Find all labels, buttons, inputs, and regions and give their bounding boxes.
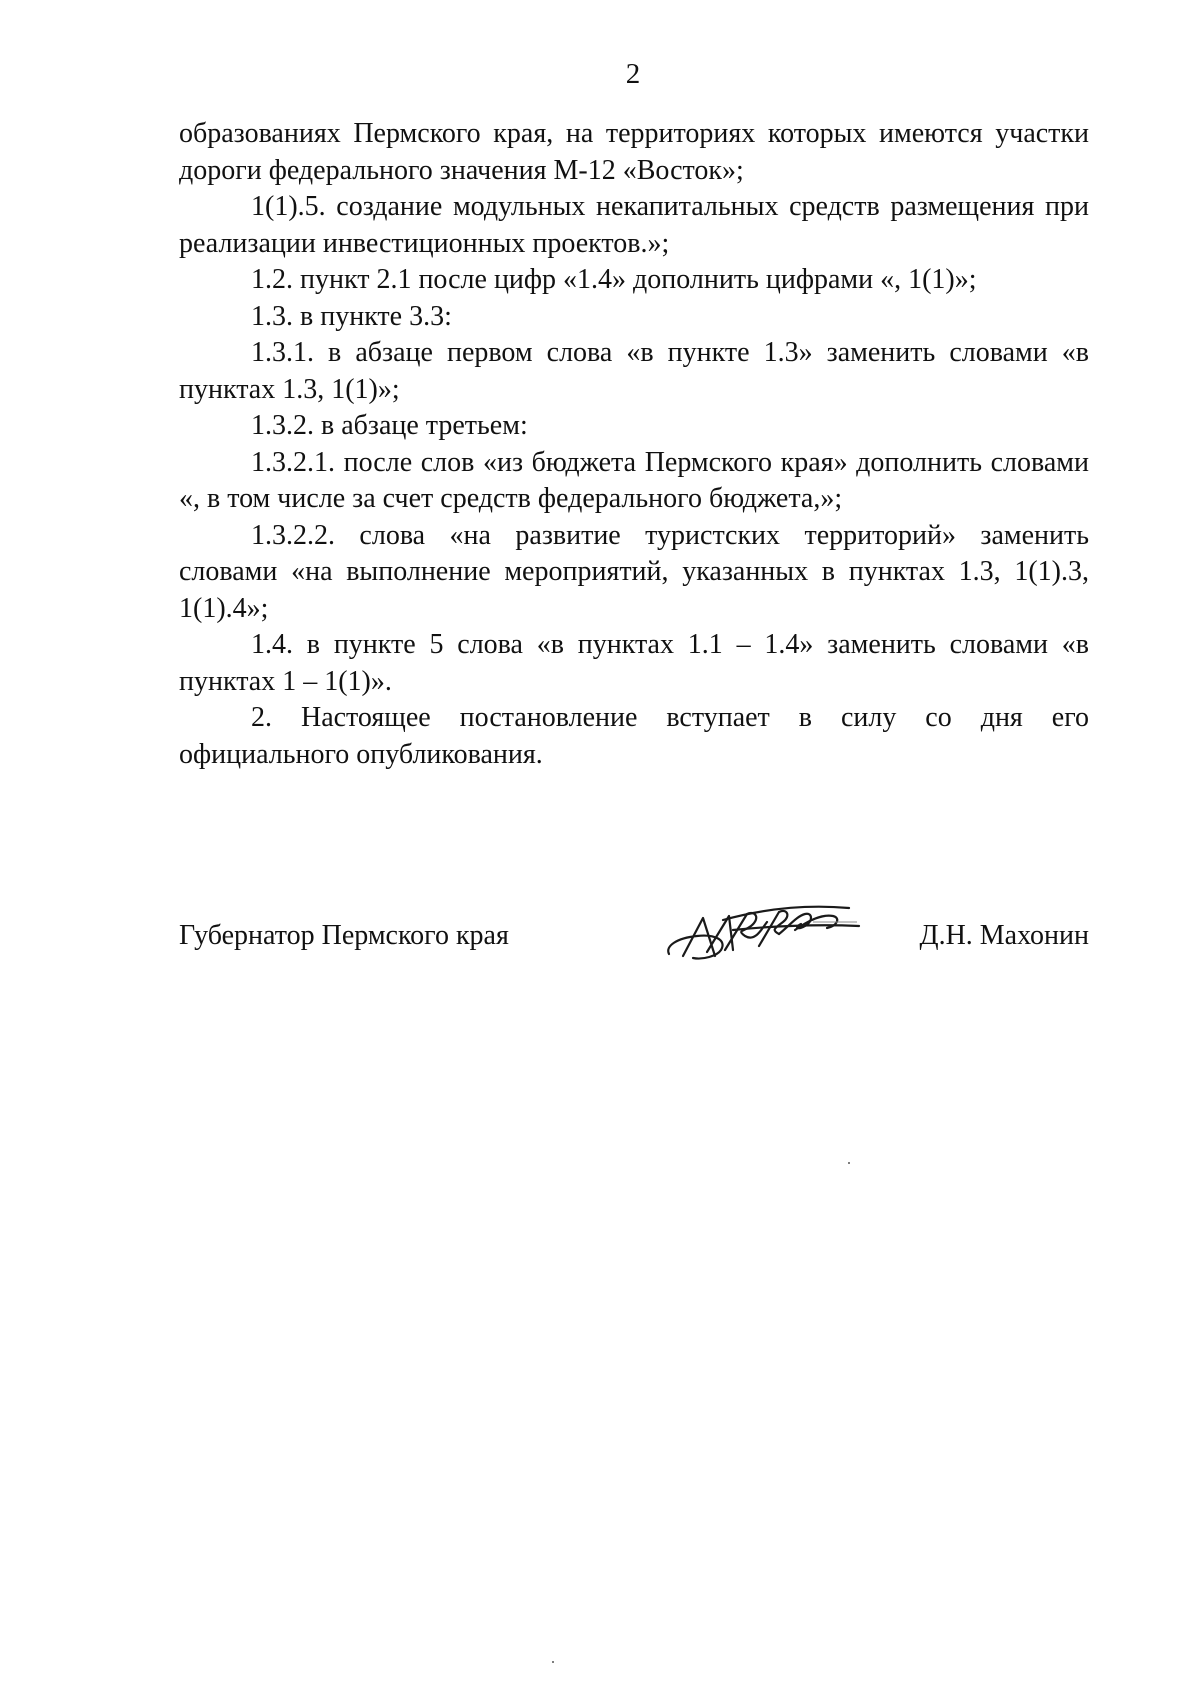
signature-block: [179, 900, 1089, 960]
paragraph: 1.3.2.2. слова «на развитие туристских территорий» заменить словами «на выполнение мероприятий, указанных в пунктах 1.3, 1(1).3, 1(1).4»;: [179, 519, 1089, 624]
paragraph: образованиях Пермского края, на территориях которых имеются участки дороги федерального значения М-12 «Восток»;: [179, 118, 1089, 186]
paragraph: 1.3. в пункте 3.3:: [251, 300, 452, 332]
document-body: [179, 116, 1089, 773]
paragraph: 1(1).5. создание модульных некапитальных средств размещения при реализации инвестиционных проектов.»;: [179, 191, 1089, 259]
page-number: 2: [625, 58, 641, 90]
paragraph: 1.4. в пункте 5 слова «в пунктах 1.1 – 1.4» заменить словами «в пунктах 1 – 1(1)».: [179, 629, 1089, 697]
paragraph: 1.3.2.1. после слов «из бюджета Пермского края» дополнить словами «, в том числе за счет средств федерального бюджета,»;: [179, 446, 1089, 514]
scan-speck: [848, 1162, 850, 1164]
paragraph: 1.2. пункт 2.1 после цифр «1.4» дополнить цифрами «, 1(1)»;: [251, 264, 977, 295]
handwritten-signature-icon: [663, 900, 863, 962]
paragraph: 1.3.2. в абзаце третьем:: [251, 410, 528, 441]
paragraph: 1.3.1. в абзаце первом слова «в пункте 1.3» заменить словами «в пунктах 1.3, 1(1)»;: [179, 337, 1089, 405]
paragraph: 2. Настоящее постановление вступает в силу со дня его официального опубликования.: [179, 702, 1089, 770]
scan-speck: [552, 1661, 554, 1663]
signer-title: Губернатор Пермского края: [179, 920, 509, 951]
signer-name: Д.Н. Махонин: [919, 920, 1089, 951]
